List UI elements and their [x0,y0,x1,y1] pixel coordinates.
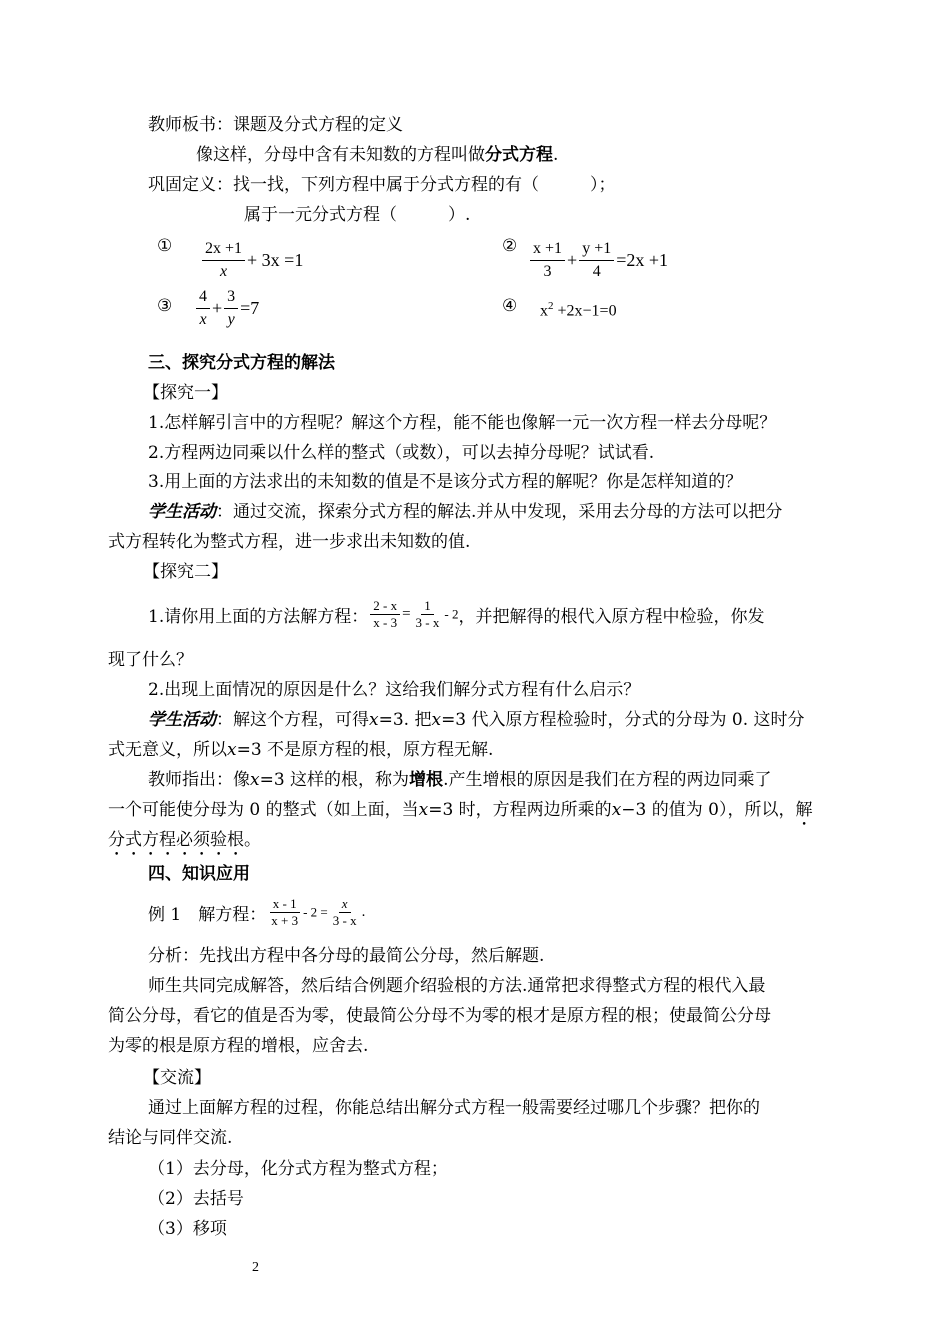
numerator: x +1 [530,238,565,261]
paragraph-1-line-1: 师生共同完成解答，然后结合例题介绍验根的方法.通常把求得整式方程的根代入最 [148,976,766,996]
fraction [370,598,400,631]
equation-rest: + 3x =1 [247,250,304,270]
denominator: y [227,311,235,328]
note-text: 。 [244,830,261,850]
fraction [579,238,614,283]
denominator: x - 3 [373,615,398,630]
denominator: x [219,263,228,280]
variable: x [431,710,442,730]
numerator: 3 [224,286,238,309]
denominator: 4 [592,263,601,280]
variable: x [250,770,260,790]
exchange-label: 【交流】 [143,1068,211,1088]
note-text: 一个可能使分母为 0 的整式（如上面，当 [108,800,419,820]
question-text-end: ，并把解得的根代入原方程中检验，你发 [458,607,765,627]
note-text: −3 的值为 0），所以， [621,800,796,820]
plus-sign: + [212,298,223,318]
equation-rest: =7 [240,298,260,318]
fraction [268,896,301,929]
step-1: （1）去分母，化分式方程为整式方程； [148,1159,448,1179]
variable: x [540,302,548,320]
student-activity-1 [148,500,782,524]
numerator: 4 [196,286,210,309]
activity-label: 学生活动 [148,502,216,522]
definition-period: . [553,145,559,165]
definition-text: 像这样，分母中含有未知数的方程叫做 [196,145,485,165]
fraction [530,238,565,283]
numerator: x - 1 [270,896,300,913]
explore-1-question-3: 3.用上面的方法求出的未知数的值是不是该分式方程的解呢？你是怎样知道的？ [148,472,743,492]
note-text: =3 这样的根，称为 [259,770,410,790]
equation-rest: +2x−1=0 [557,302,617,320]
section-3-heading: 三、探究分式方程的解法 [148,353,335,373]
exercise-2-number: ② [502,236,518,256]
denominator: x + 3 [271,913,299,928]
variable: x [369,710,379,730]
emphasized-text: 解 [795,800,813,820]
variable: x [611,800,622,820]
explore-1-question-1: 1.怎样解引言中的方程呢？解这个方程，能不能也像解一元一次方程一样去分母呢？ [148,413,777,433]
numerator: y +1 [579,238,614,261]
note-text: 教师指出：像 [148,770,250,790]
definition-line [196,143,558,167]
consolidate-line-1: 巩固定义：找一找，下列方程中属于分式方程的有（ ）； [148,175,616,195]
activity-label: 学生活动 [148,710,216,730]
emphasized-text: 分式方程必须验根 [108,830,244,850]
student-activity-2 [148,708,805,732]
consolidate-line-2: 属于一元分式方程（ ）. [244,205,471,225]
activity-text: 式无意义，所以 [108,740,227,760]
paragraph-1-line-2: 简公分母，看它的值是否为零，使最简公分母不为零的根才是原方程的根；使最简公分母 [108,1006,771,1026]
plus-sign: + [567,250,578,270]
step-3: （3）移项 [148,1219,227,1239]
exchange-line-1: 通过上面解方程的过程，你能总结出解分式方程一般需要经过哪几个步骤？把你的 [148,1098,760,1118]
numerator: x [339,896,351,913]
minus-term: - 2 [444,606,459,622]
activity-text: =3. 把 [378,710,432,730]
explore-1-question-2: 2.方程两边同乘以什么样的整式（或数），可以去掉分母呢？试试看. [148,443,655,463]
fraction [202,238,245,283]
question-text: 1.请你用上面的方法解方程： [148,607,369,627]
activity-text: ：解这个方程，可得 [216,710,369,730]
fraction [224,286,238,331]
note-text: .产生增根的原因是我们在方程的两边同乘了 [443,770,772,790]
analysis: 分析：先找出方程中各分母的最简公分母，然后解题. [148,946,545,966]
numerator: 2x +1 [202,238,245,261]
fraction [413,598,443,631]
exchange-line-2: 结论与同伴交流. [108,1128,233,1148]
page-number: 2 [252,1260,259,1275]
explore-2-label: 【探究二】 [143,562,228,582]
exercise-3-equation [194,286,259,331]
explore-2-question-2: 2.出现上面情况的原因是什么？这给我们解分式方程有什么启示？ [148,680,641,700]
denominator: 3 - x [415,615,440,630]
denominator: x [199,311,207,328]
section-4-heading: 四、知识应用 [148,864,250,884]
exercise-4-equation [540,294,617,323]
denominator: 3 [543,263,552,280]
denominator: 3 - x [332,913,357,928]
teacher-note-line-2 [108,798,812,830]
variable: x [227,740,237,760]
fraction [196,286,210,331]
student-activity-2-line-2 [108,738,493,762]
equals-sign: = [402,606,411,622]
exercise-1-equation [200,238,303,283]
note-text: =3 时，方程两边所乘的 [428,800,612,820]
minus-term: - 2 = [303,904,328,920]
explore-1-label: 【探究一】 [143,383,228,403]
period: . [361,904,366,920]
exercise-2-equation [528,238,668,283]
equation-rest: =2x +1 [616,250,669,270]
activity-text: ：通过交流，探索分式方程的解法.并从中发现，采用去分母的方法可以把分 [216,502,783,522]
numerator: 2 - x [370,598,400,615]
fraction [330,896,360,929]
student-activity-1-line-2: 式方程转化为整式方程，进一步求出未知数的值. [108,532,471,552]
teacher-note-line-3 [108,828,261,860]
step-2: （2）去括号 [148,1189,244,1209]
variable: x [418,800,429,820]
example-label: 例 1 解方程： [148,905,267,925]
exercise-3-number: ③ [157,296,173,316]
numerator: 1 [421,598,434,615]
exercise-4-number: ④ [502,296,518,316]
exercise-1-number: ① [157,236,173,256]
definition-term: 分式方程 [485,145,553,165]
example-1 [148,896,365,929]
activity-text: =3 不是原方程的根，原方程无解. [236,740,494,760]
term-extraneous-root: 增根 [409,770,444,790]
board-note: 教师板书：课题及分式方程的定义 [148,115,403,135]
paragraph-1-line-3: 为零的根是原方程的增根，应舍去. [108,1036,369,1056]
explore-2-question-1-line-2: 现了什么？ [108,650,193,670]
teacher-note [148,768,771,792]
exponent: 2 [548,300,554,312]
explore-2-question-1 [148,598,764,631]
activity-text: =3 代入原方程检验时，分式的分母为 0. 这时分 [441,710,805,730]
